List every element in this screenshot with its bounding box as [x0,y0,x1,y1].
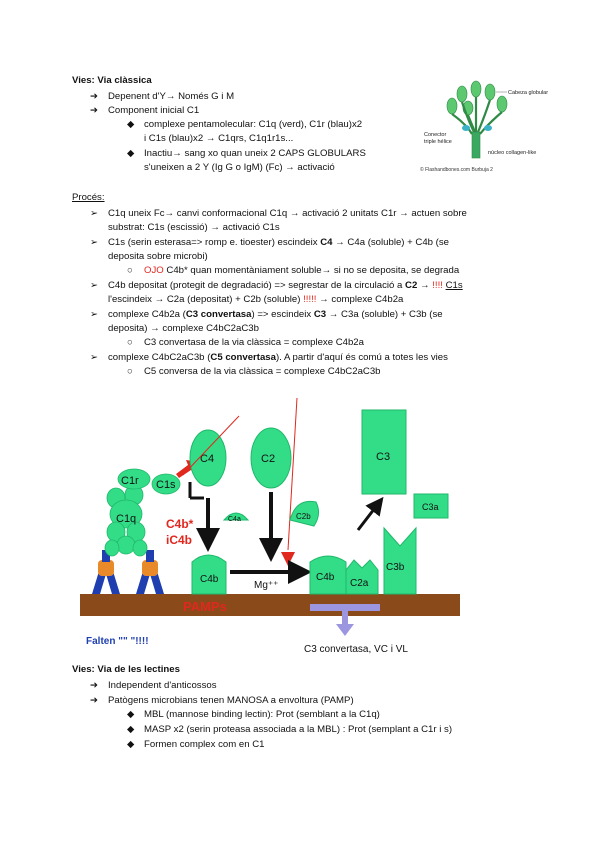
diamond-bullet-icon: ◆ [127,148,135,159]
falten-note: Falten "" "!!!! [86,636,149,647]
section-title-lectins: Vies: Via de les lectines [72,664,180,675]
classic-detail-2b: s'uneixen a 2 Y (Ig G o IgM) (Fc) → activació [144,162,335,173]
proces-1a: C1q uneix Fc→ canvi conformacional C1q → activació 2 unitats C1r → actuen sobre [108,208,467,219]
bullet-arrow-icon: ➔ [90,695,99,706]
c4b-star-label: C4b* [166,517,194,531]
diamond-bullet-icon: ◆ [127,119,135,130]
proces-title: Procés: [72,192,105,203]
mg-label: Mg⁺⁺ [254,580,279,591]
c1-molecule-figure [418,80,549,176]
pamps-label: PAMPs [183,599,227,614]
circle-bullet-icon: ○ [127,337,133,348]
figure-credit: © Flashandbones.com Burbuja 2 [420,167,493,173]
proces-4a: C4b depositat (protegit de degradació) => segrestar de la circulació a C2 → !!!! C1s [108,280,463,291]
c3b-fragment [384,528,416,594]
bullet-arrow-icon: ➔ [90,91,99,102]
c1s-label: C1s [156,479,176,491]
bullet-arrow-icon: ➔ [90,105,99,116]
c3-label: C3 [376,451,391,463]
proces-3: OJO C4b* quan momentàniament soluble→ si no se deposita, se degrada [144,265,460,276]
bullet-arrowhead-icon: ➢ [90,208,99,219]
convertase-arrow [336,624,354,636]
proces-1b: substrat: C1s (escissió) → activació C1s [108,222,280,233]
ic4b-label: iC4b [166,533,193,547]
circle-bullet-icon: ○ [127,265,133,276]
c1r-label: C1r [121,475,139,487]
red-arrow-tip [281,552,295,566]
lectin-detail-3: Formen complex com en C1 [144,739,265,750]
section-title-classic: Vies: Via clàssica [72,75,152,86]
lectin-bullet-1: Independent d'anticossos [108,680,217,691]
diamond-bullet-icon: ◆ [127,724,135,735]
diamond-bullet-icon: ◆ [127,739,135,750]
classic-bullet-1: Depenent d'Y→ Només G i M [108,91,235,102]
c3a-label: C3a [422,502,439,512]
classic-detail-1b: i C1s (blau)x2 → C1qrs, C1q1r1s... [144,133,294,144]
classic-detail-2a: Inactiu→ sang xo quan uneix 2 CAPS GLOBULARS [144,148,366,159]
c4-label: C4 [200,453,215,465]
proces-2a: C1s (serin esterasa=> romp e. tioester) escindeix C4 → C4a (soluble) + C4b (se [108,237,450,248]
bullet-arrow-icon: ➔ [90,680,99,691]
proces-5a: complexe C4b2a (C3 convertasa) => escindeix C3 → C3a (soluble) + C3b (se [108,309,443,320]
c4b-left-label: C4b [200,574,219,585]
proces-4b: l'escindeix → C2a (depositat) + C2b (soluble) !!!!! → complexe C4b2a [108,294,404,305]
red-line-2 [288,398,297,550]
c4a-label: C4a [228,516,241,523]
bullet-arrowhead-icon: ➢ [90,237,99,248]
lectin-detail-2: MASP x2 (serin proteasa associada a la MBL) : Prot (semplant a C1r i s) [144,724,453,735]
antibody-left [92,550,120,594]
classic-bullet-2: Component inicial C1 [108,105,200,116]
lectin-bullet-2: Patògens microbians tenen MANOSA a envoltura (PAMP) [108,695,354,706]
classic-detail-1a: complexe pentamolecular: C1q (verd), C1r (blau)x2 [144,119,363,130]
diamond-bullet-icon: ◆ [127,709,135,720]
c3b-label: C3b [386,562,405,573]
c2a-label: C2a [350,578,369,589]
c2-label: C2 [261,453,276,465]
label-collagen: núcleo collagen-like [488,150,537,156]
proces-2b: deposita sobre microbi) [108,251,208,262]
convertase-bar [310,604,380,611]
proces-5b: deposita) → complexe C4bC2aC3b [108,323,259,334]
label-connector: Conector [424,132,447,138]
proces-6c: C5 conversa de la via clàssica = complexe C4bC2aC3b [144,366,381,377]
lectin-detail-1: MBL (mannose binding lectin): Prot (semblant a la C1q) [144,709,380,720]
bullet-arrowhead-icon: ➢ [90,352,99,363]
convertasa-caption: C3 convertasa, VC i VL [304,644,408,655]
proces-5c: C3 convertasa de la via clàssica = complexe C4b2a [144,337,364,348]
label-triple-helix: triple hélice [424,139,452,145]
arrow-to-c3 [358,504,378,530]
circle-bullet-icon: ○ [127,366,133,377]
c1q-label: C1q [116,513,137,525]
label-head: Cabeza globular [508,90,549,96]
bullet-arrowhead-icon: ➢ [90,280,99,291]
bullet-arrowhead-icon: ➢ [90,309,99,320]
c4b-mid-label: C4b [316,572,335,583]
proces-6: complexe C4bC2aC3b (C5 convertasa). A partir d'aquí és comú a totes les vies [108,352,448,363]
antibody-right [136,550,164,594]
complement-cascade-figure [78,380,462,660]
membrane-bar [80,594,460,616]
c2b-label: C2b [296,512,311,521]
